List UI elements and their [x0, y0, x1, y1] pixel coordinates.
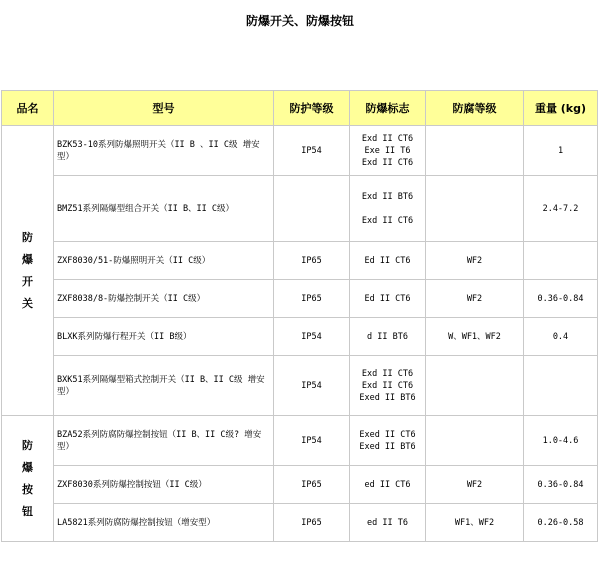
protection-cell — [274, 176, 350, 242]
header-row — [2, 91, 598, 126]
weight-cell: 0.36-0.84 — [524, 280, 598, 318]
model-cell: BMZ51系列隔爆型组合开关（II B、II C级） — [54, 176, 274, 242]
weight-cell — [524, 356, 598, 416]
marks-cell: Ed II CT6 — [350, 280, 426, 318]
category-cell-button: 防 爆 按 钮 — [2, 416, 54, 542]
corrosion-cell — [426, 126, 524, 176]
weight-cell: 0.36-0.84 — [524, 466, 598, 504]
protection-cell: IP54 — [274, 126, 350, 176]
marks-cell: ed II CT6 — [350, 466, 426, 504]
protection-cell: IP65 — [274, 504, 350, 542]
table-row — [2, 318, 598, 356]
weight-cell — [524, 242, 598, 280]
model-cell: BZK53-10系列防爆照明开关（II B 、II C级 增安型） — [54, 126, 274, 176]
table-row — [2, 126, 598, 176]
corrosion-cell: WF1、WF2 — [426, 504, 524, 542]
table-row — [2, 242, 598, 280]
product-table — [1, 90, 598, 542]
header-category: 品名 — [2, 91, 54, 126]
model-cell: BZA52系列防腐防爆控制按钮（II B、II C级? 增安型） — [54, 416, 274, 466]
header-marks: 防爆标志 — [350, 91, 426, 126]
protection-cell: IP65 — [274, 280, 350, 318]
corrosion-cell: W、WF1、WF2 — [426, 318, 524, 356]
model-cell: LA5821系列防腐防爆控制按钮（增安型） — [54, 504, 274, 542]
table-row — [2, 176, 598, 242]
table-row — [2, 280, 598, 318]
table-row — [2, 504, 598, 542]
model-cell: BXK51系列隔爆型箱式控制开关（II B、II C级 增安型） — [54, 356, 274, 416]
header-corrosion: 防腐等级 — [426, 91, 524, 126]
category-cell-switch: 防 爆 开 关 — [2, 126, 54, 416]
page-title: 防爆开关、防爆按钮 — [245, 14, 354, 28]
marks-cell: Exd II BT6 Exd II CT6 — [350, 176, 426, 242]
weight-cell: 1 — [524, 126, 598, 176]
corrosion-cell — [426, 356, 524, 416]
corrosion-cell — [426, 176, 524, 242]
model-cell: ZXF8030/51-防爆照明开关（II C级） — [54, 242, 274, 280]
table-row — [2, 416, 598, 466]
header-model: 型号 — [54, 91, 274, 126]
weight-cell: 0.26-0.58 — [524, 504, 598, 542]
protection-cell: IP65 — [274, 466, 350, 504]
model-cell: ZXF8038/8-防爆控制开关（II C级） — [54, 280, 274, 318]
table-row — [2, 466, 598, 504]
corrosion-cell: WF2 — [426, 242, 524, 280]
corrosion-cell: WF2 — [426, 280, 524, 318]
protection-cell: IP54 — [274, 318, 350, 356]
marks-cell: Exd II CT6 Exe II T6 Exd II CT6 — [350, 126, 426, 176]
weight-cell: 1.0-4.6 — [524, 416, 598, 466]
marks-cell: Exed II CT6 Exed II BT6 — [350, 416, 426, 466]
corrosion-cell — [426, 416, 524, 466]
header-weight: 重量 (kg) — [524, 91, 598, 126]
protection-cell: IP54 — [274, 416, 350, 466]
table-row — [2, 356, 598, 416]
weight-cell: 2.4-7.2 — [524, 176, 598, 242]
marks-cell: Ed II CT6 — [350, 242, 426, 280]
header-protection: 防护等级 — [274, 91, 350, 126]
protection-cell: IP54 — [274, 356, 350, 416]
marks-cell: ed II T6 — [350, 504, 426, 542]
marks-cell: d II BT6 — [350, 318, 426, 356]
marks-cell: Exd II CT6 Exd II CT6 Exed II BT6 — [350, 356, 426, 416]
protection-cell: IP65 — [274, 242, 350, 280]
corrosion-cell: WF2 — [426, 466, 524, 504]
model-cell: ZXF8030系列防爆控制按钮（II C级） — [54, 466, 274, 504]
weight-cell: 0.4 — [524, 318, 598, 356]
model-cell: BLXK系列防爆行程开关（II B级） — [54, 318, 274, 356]
